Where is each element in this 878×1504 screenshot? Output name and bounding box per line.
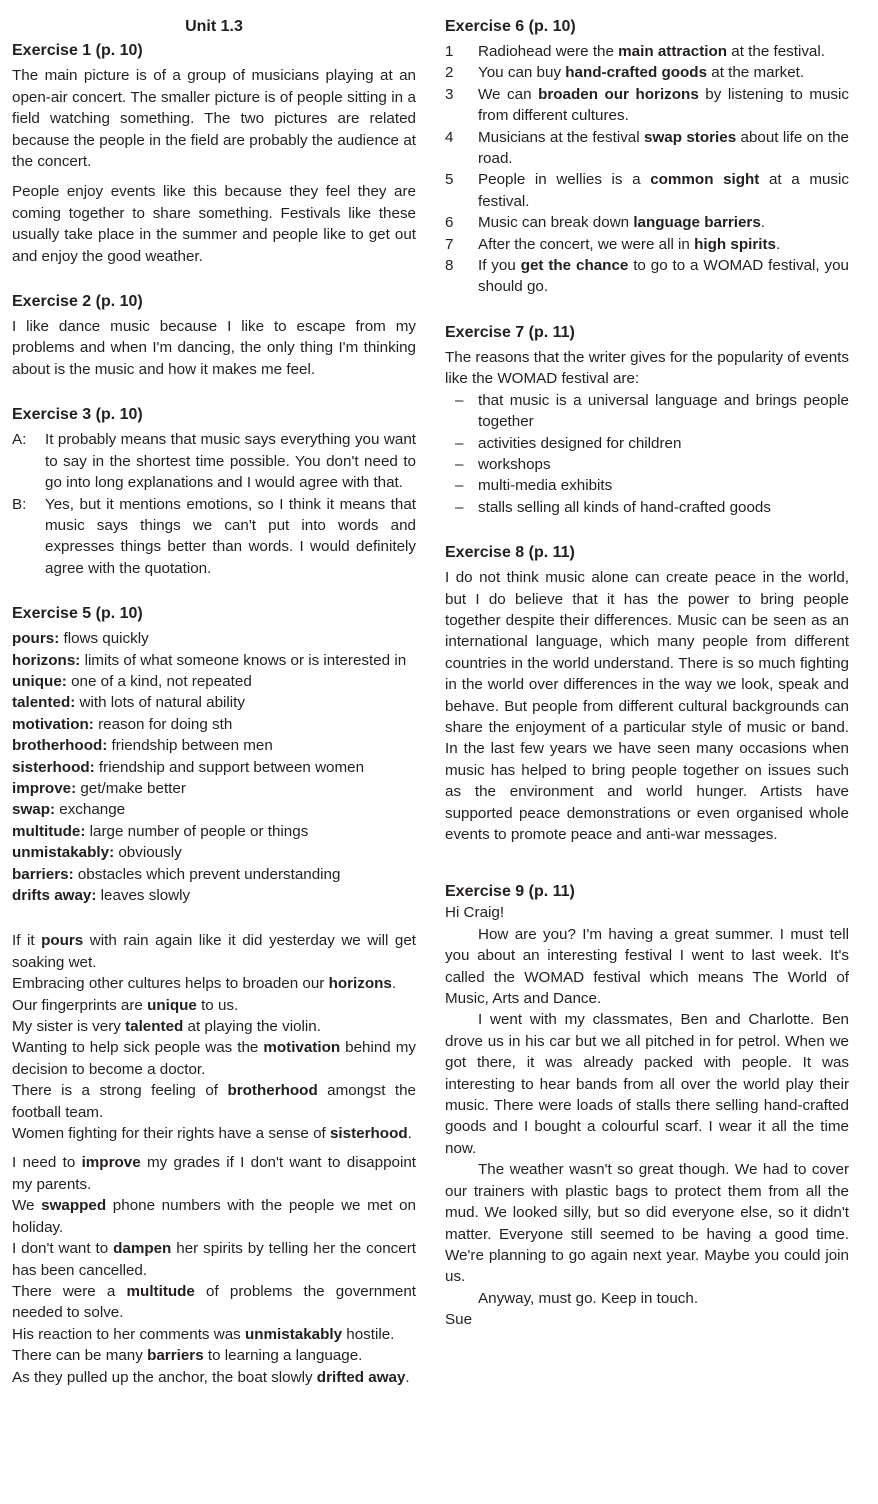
definition-term: pours: (12, 630, 60, 648)
definition-text: flows quickly (59, 630, 149, 648)
exercise-9 (445, 881, 849, 1330)
definition-text: one of a kind, not repeated (66, 672, 252, 690)
exercise-2-heading: Exercise 2 (p. 10) (12, 293, 143, 311)
numbered-item: 1 Radiohead were the main attraction at the festival. (445, 43, 825, 60)
definition-item (12, 842, 416, 863)
definition-item (12, 757, 416, 778)
definition-item (12, 714, 416, 735)
exercise-6-heading: Exercise 6 (p. 10) (445, 18, 576, 35)
example-sentence: There is a strong feeling of brotherhood amongst the football team. (12, 1082, 416, 1121)
numbered-item: 2 You can buy hand-crafted goods at the market. (445, 64, 805, 82)
definition-item (12, 692, 416, 713)
example-sentence: I need to improve my grades if I don't want to disappoint my parents. (12, 1154, 416, 1193)
unit-title: Unit 1.3 (185, 18, 243, 35)
left-column (12, 16, 416, 1388)
numbered-item: 4 Musicians at the festival swap stories about life on the road. (445, 128, 850, 168)
letter-paragraph: How are you? I'm having a great summer. I must tell you about an interesting festival I went to last week. It's called the WOMAD festival which means The World of Music, Arts and Dance. (445, 925, 849, 1008)
numbered-item: 6 Music can break down language barriers. (445, 214, 766, 232)
definition-term: drifts away: (12, 887, 97, 904)
definition-item (12, 821, 416, 842)
exercise-8-paragraph: I do not think music alone can create peace in the world, but I do believe that it has the power to bring people together despite their differences. Music can be seen as an international language, which many people from different countries in the world understand. There is so much fighting in the world over differences in the way we look, speak and behave. But people from different cultural backgrounds can share the enjoyment of a particular style of music or band. In the last few years we have seen many occasions when music has helped to bring people together on issues such as the environment and world hunger. Artists have supported peace demonstrations or even organised whole events to promote peace and anti-war messages. (445, 569, 849, 843)
definition-term: brotherhood: (12, 737, 108, 755)
definition-text: reason for doing sth (93, 715, 233, 733)
example-sentence: I don't want to dampen her spirits by telling her the concert has been cancelled. (12, 1240, 416, 1279)
numbered-item: 3 We can broaden our horizons by listening to music from different cultures. (445, 85, 849, 125)
exercise-1 (12, 40, 416, 267)
definition-term: talented: (12, 694, 76, 712)
speaker-label: A: (12, 431, 27, 449)
exercise-8 (445, 542, 849, 845)
definition-term: unique: (12, 672, 67, 690)
letter-paragraph: The weather wasn't so great though. We had to cover our trainers with plastic bags to protect them from all the mud. We looked silly, but so did everyone else, so it didn't matter. Everyone still seemed to be having a good time. We're planning to go again next year. Maybe you could join us. (445, 1161, 849, 1286)
exercise-7 (445, 322, 849, 518)
exercise-1-paragraph-2: People enjoy events like this because they feel they are coming together to share something. Festivals like these usually take place in the summer and people like to get out and enjoy the good weather. (12, 183, 416, 265)
bullet-item: – workshops (455, 455, 551, 473)
letter-greeting: Hi Craig! (445, 904, 505, 922)
numbered-item: 8 If you get the chance to go to a WOMAD festival, you should go. (445, 257, 849, 296)
bullet-item: – stalls selling all kinds of hand-crafted goods (455, 498, 771, 516)
definition-text: friendship and support between women (94, 758, 365, 776)
definition-item (12, 885, 416, 906)
bullet-item: – that music is a universal language and brings people together (455, 391, 849, 431)
numbered-item: 7 After the concert, we were all in high spirits. (445, 235, 781, 253)
definition-item (12, 799, 416, 820)
example-sentence: Women fighting for their rights have a sense of sisterhood. (12, 1125, 412, 1143)
definition-term: horizons: (12, 651, 81, 669)
example-sentence: We swapped phone numbers with the people we met on holiday. (12, 1197, 416, 1236)
definition-item (12, 650, 416, 671)
definition-term: motivation: (12, 715, 94, 733)
definition-item (12, 671, 416, 692)
definition-text: with lots of natural ability (75, 694, 245, 712)
example-sentence: Our fingerprints are unique to us. (12, 996, 239, 1014)
exercise-3-item (12, 494, 416, 580)
exercise-6 (445, 16, 849, 298)
definition-text: friendship between men (107, 737, 273, 755)
definition-term: barriers: (12, 865, 74, 883)
definition-text: limits of what someone knows or is interested in (80, 651, 407, 669)
example-sentences-a (12, 930, 416, 1144)
definition-item (12, 735, 416, 756)
definition-term: sisterhood: (12, 758, 95, 776)
definition-text: leaves slowly (96, 887, 191, 904)
exercise-3-heading: Exercise 3 (p. 10) (12, 406, 143, 424)
definition-text: obviously (114, 844, 182, 862)
definition-text: large number of people or things (85, 822, 309, 840)
definition-text: get/make better (76, 779, 186, 797)
example-sentence: My sister is very talented at playing the violin. (12, 1018, 321, 1036)
exercise-2-paragraph: I like dance music because I like to escape from my problems and when I'm dancing, the only thing I'm thinking about is the music and how it makes me feel. (12, 318, 416, 378)
example-sentence: There can be many barriers to learning a language. (12, 1347, 363, 1365)
exercise-5-heading: Exercise 5 (p. 10) (12, 605, 143, 623)
exercise-7-intro: The reasons that the writer gives for the popularity of events like the WOMAD festival are: (445, 348, 849, 388)
example-sentence: There were a multitude of problems the government needed to solve. (12, 1282, 416, 1322)
definition-item (12, 864, 416, 885)
bullet-item: – multi-media exhibits (455, 477, 613, 495)
letter-paragraph: I went with my classmates, Ben and Charlotte. Ben drove us in his car but we all pitched in for petrol. When we got there, it was already packed with people. It was interesting to hear bands from all over the world play their music. There were loads of stalls there selling hand-crafted goods and I bought a colourful scarf. I wear it all the time now. (445, 1011, 849, 1157)
definition-item (12, 628, 416, 649)
example-sentence: Wanting to help sick people was the motivation behind my decision to become a doctor. (12, 1039, 416, 1078)
exercise-9-heading: Exercise 9 (p. 11) (445, 883, 575, 901)
definition-text: obstacles which prevent understanding (73, 865, 341, 883)
exercise-8-heading: Exercise 8 (p. 11) (445, 544, 575, 562)
exercise-1-heading: Exercise 1 (p. 10) (12, 42, 143, 60)
bullet-item: – activities designed for children (455, 434, 682, 452)
speaker-label: B: (12, 495, 27, 513)
definition-term: improve: (12, 779, 77, 797)
definition-term: unmistakably: (12, 844, 115, 862)
example-sentence: As they pulled up the anchor, the boat slowly drifted away. (12, 1368, 410, 1386)
speaker-text: It probably means that music says everything you want to say in the shortest time possible. You don't need to go into long explanations and I would agree with that. (45, 431, 416, 492)
exercise-5 (12, 603, 416, 1388)
definition-term: swap: (12, 801, 56, 819)
right-column (445, 16, 849, 1331)
exercise-2 (12, 291, 416, 380)
exercise-1-paragraph-1: The main picture is of a group of musicians playing at an open-air concert. The smaller picture is of people sitting in a field watching something. The two pictures are related because the people in the field are probably the audience at the concert. (12, 67, 416, 171)
letter-paragraph: Anyway, must go. Keep in touch. (478, 1289, 699, 1307)
letter-signoff: Sue (445, 1311, 473, 1329)
numbered-item: 5 People in wellies is a common sight at a music festival. (445, 171, 849, 210)
exercise-3 (12, 404, 416, 579)
example-sentence: Embracing other cultures helps to broaden our horizons. (12, 975, 397, 993)
definitions-list (12, 628, 416, 906)
exercise-3-item (12, 429, 416, 493)
exercise-7-heading: Exercise 7 (p. 11) (445, 323, 575, 341)
definition-text: exchange (55, 801, 126, 819)
example-sentences-b (12, 1152, 416, 1387)
example-sentence: His reaction to her comments was unmistakably hostile. (12, 1325, 395, 1343)
definition-item (12, 778, 416, 799)
definition-term: multitude: (12, 822, 86, 840)
speaker-text: Yes, but it mentions emotions, so I think it means that music says things we can't put into words and expresses things better than words. I would definitely agree with the quotation. (45, 495, 416, 577)
example-sentence: If it pours with rain again like it did yesterday we will get soaking wet. (12, 932, 416, 971)
